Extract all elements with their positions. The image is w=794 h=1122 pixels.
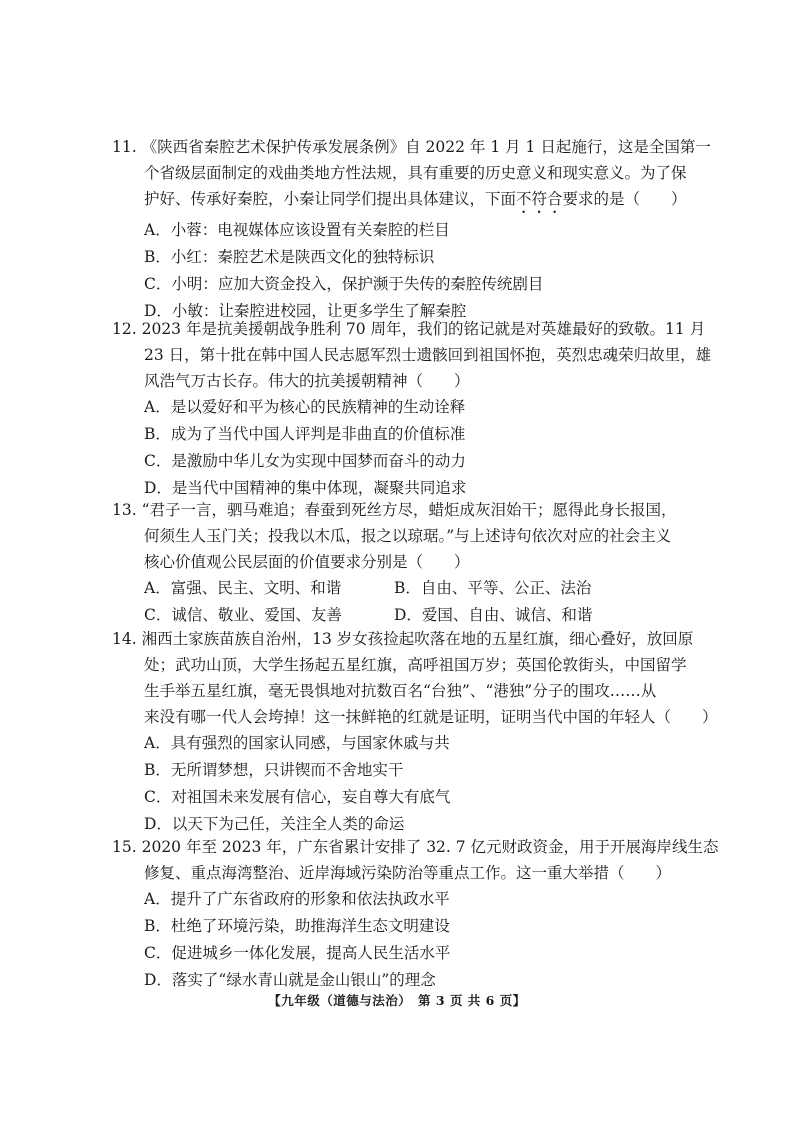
- stem-line: 2023 年是抗美援朝战争胜利 70 周年，我们的铭记就是对英雄最好的致敬。11 月: [141, 320, 706, 338]
- stem-line: 核心价值观公民层面的价值要求分别是（ ）: [144, 553, 470, 571]
- question-number: 15.: [112, 838, 137, 856]
- stem-line: 处；武功山顶，大学生扬起五星红旗，高呼祖国万岁；英国伦敦街头，中国留学: [144, 656, 687, 674]
- option-d: D．小敏：让秦腔进校园，让更多学生了解秦腔: [144, 302, 467, 320]
- question-stem: [112, 316, 712, 394]
- option-b: B．杜绝了环境污染，助推海洋生态文明建设: [144, 917, 450, 935]
- option-b: B．无所谓梦想，只讲锲而不舍地实干: [144, 761, 404, 779]
- question-13: [112, 497, 687, 629]
- question-14: [112, 626, 718, 838]
- option-a: A．具有强烈的国家认同感，与国家休戚与共: [144, 734, 450, 752]
- option-b: B．小红：秦腔艺术是陕西文化的独特标识: [144, 248, 435, 266]
- stem-line: 护好、传承好秦腔，小秦让同学们提出具体建议，下面: [144, 190, 517, 208]
- stem-line: 《陕西省秦腔艺术保护传承发展条例》自 2022 年 1 月 1 日起施行，这是全国第一: [141, 138, 711, 156]
- options-list: [112, 886, 687, 994]
- page-footer: 【九年级（道德与法治） 第 3 页 共 6 页】: [268, 993, 526, 1008]
- options-list: [112, 394, 687, 502]
- option-d: D．是当代中国精神的集中体现，凝聚共同追求: [144, 479, 467, 497]
- question-12: [112, 316, 712, 502]
- option-c: C．是激励中华儿女为实现中国梦而奋斗的动力: [144, 452, 466, 470]
- option-c: C．促进城乡一体化发展，提高人民生活水平: [144, 944, 451, 962]
- option-c: C．诚信、敬业、爱国、友善: [144, 606, 342, 624]
- option-c: C．小明：应加大资金投入，保护濒于失传的秦腔传统剧目: [144, 275, 544, 293]
- question-number: 14.: [112, 630, 137, 648]
- stem-line: “君子一言，驷马难追；春蚕到死丝方尽，蜡炬成灰泪始干；愿得此身长报国，: [141, 501, 677, 519]
- question-number: 13.: [112, 501, 137, 519]
- question-stem: [112, 834, 719, 886]
- stem-line: 生手举五星红旗，毫无畏惧地对抗数百名“台独”、“港独”分子的围攻……从: [144, 682, 657, 700]
- stem-line: 风浩气万古长存。伟大的抗美援朝精神（ ）: [144, 372, 470, 390]
- emphasis-text: 不符合: [516, 190, 563, 208]
- stem-line: 何须生人玉门关；投我以木瓜，报之以琼琚。”与上述诗句依次对应的社会主义: [144, 527, 672, 545]
- stem-line: 修复、重点海湾整治、近岸海域污染防治等重点工作。这一重大举措（ ）: [144, 864, 672, 882]
- option-b: B．自由、平等、公正、法治: [394, 579, 592, 597]
- option-a: A．提升了广东省政府的形象和依法执政水平: [144, 890, 450, 908]
- options-list: [112, 575, 687, 629]
- question-stem: [112, 134, 711, 217]
- stem-line: 23 日，第十批在韩中国人民志愿军烈士遗骸回到祖国怀抱，英烈忠魂荣归故里，雄: [144, 346, 712, 364]
- question-15: [112, 834, 719, 994]
- question-stem: [112, 626, 718, 730]
- stem-tail: 要求的是（ ）: [562, 190, 687, 208]
- option-c: C．对祖国未来发展有信心，妄自尊大有底气: [144, 788, 451, 806]
- option-a: A．是以爱好和平为核心的民族精神的生动诠释: [144, 398, 466, 416]
- option-d: D．以天下为己任，关注全人类的命运: [144, 815, 405, 833]
- question-number: 12.: [112, 320, 137, 338]
- option-d: D．落实了“绿水青山就是金山银山”的理念: [144, 971, 436, 989]
- stem-line: 湘西土家族苗族自治州，13 岁女孩捡起吹落在地的五星红旗，细心叠好，放回原: [141, 630, 694, 648]
- option-a: A．富强、民主、文明、和谐: [144, 579, 342, 597]
- option-a: A．小蓉：电视媒体应该设置有关秦腔的栏目: [144, 221, 450, 239]
- question-11: [112, 134, 711, 325]
- stem-line: 2020 年至 2023 年，广东省累计安排了 32. 7 亿元财政资金，用于开展海岸线生态: [141, 838, 719, 856]
- options-list: [112, 217, 687, 325]
- option-d: D．爱国、自由、诚信、和谐: [394, 606, 593, 624]
- question-number: 11.: [112, 138, 137, 156]
- question-stem: [112, 497, 687, 575]
- options-list: [112, 730, 687, 838]
- option-b: B．成为了当代中国人评判是非曲直的价值标准: [144, 425, 466, 443]
- stem-line: 个省级层面制定的戏曲类地方性法规，具有重要的历史意义和现实意义。为了保: [144, 164, 687, 182]
- stem-line: 来没有哪一代人会垮掉！这一抹鲜艳的红就是证明，证明当代中国的年轻人（ ）: [144, 708, 718, 726]
